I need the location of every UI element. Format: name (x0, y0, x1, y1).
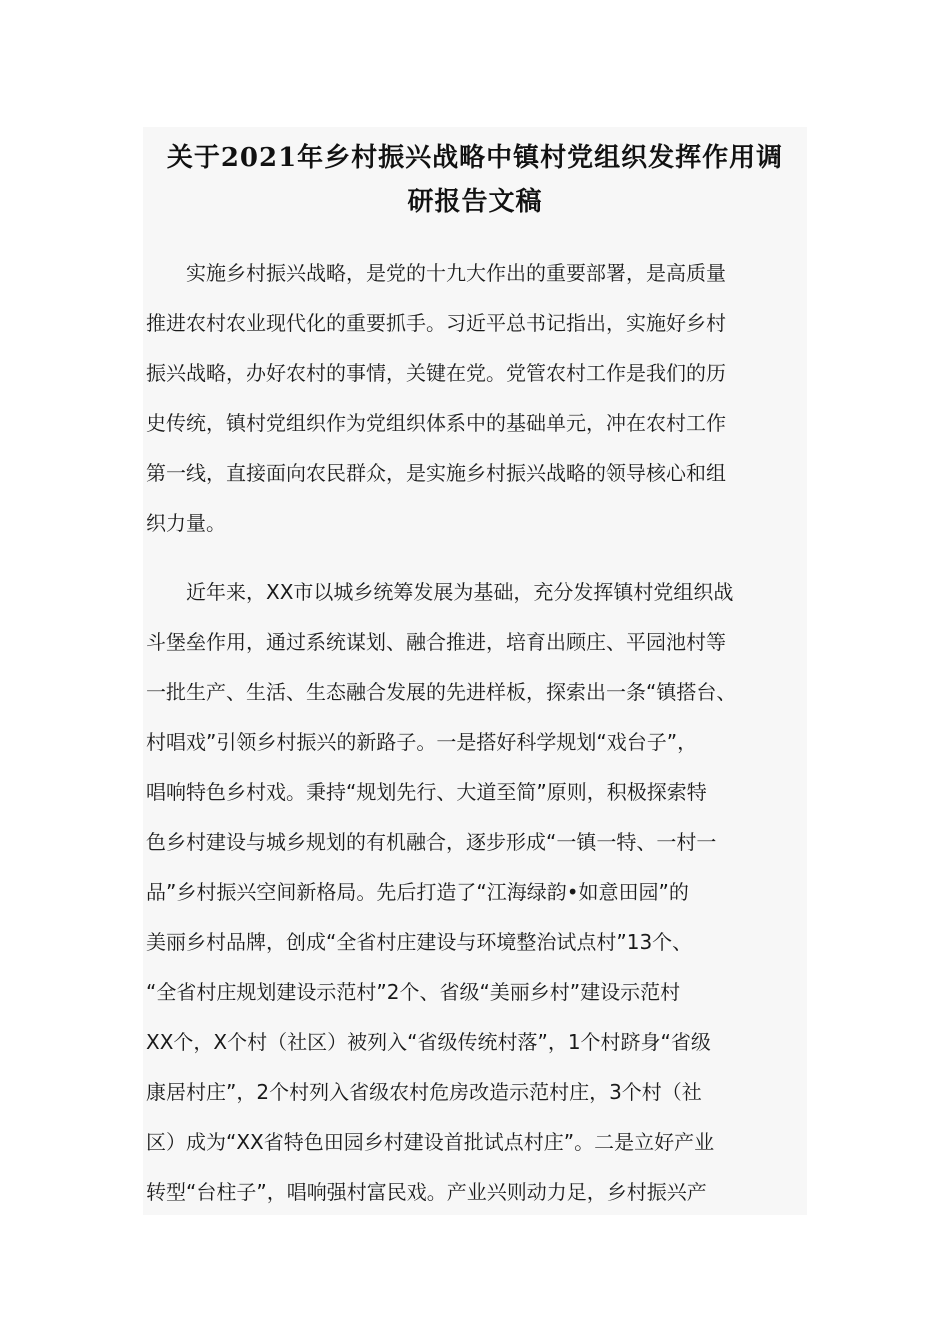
text-line: 康居村庄”，2个村列入省级农村危房改造示范村庄，3个村（社 (146, 1080, 702, 1104)
text-line: 转型“台柱子”，唱响强村富民戏。产业兴则动力足，乡村振兴产 (146, 1180, 707, 1204)
text-line: 振兴战略，办好农村的事情，关键在党。党管农村工作是我们的历 (146, 361, 726, 385)
title-line: 关于2021年乡村振兴战略中镇村党组织发挥作用调 (166, 143, 784, 173)
document-title (143, 136, 807, 224)
text-line: 村唱戏”引领乡村振兴的新路子。一是搭好科学规划“戏台子”， (146, 730, 698, 754)
text-line: 近年来，XX市以城乡统筹发展为基础，充分发挥镇村党组织战 (146, 580, 734, 604)
text-line: XX个，X个村（社区）被列入“省级传统村落”，1个村跻身“省级 (146, 1030, 711, 1054)
text-line: 唱响特色乡村戏。秉持“规划先行、大道至简”原则，积极探索特 (146, 780, 707, 804)
text-line: 区）成为“XX省特色田园乡村建设首批试点村庄”。二是立好产业 (146, 1130, 715, 1154)
paragraph-intro (146, 248, 810, 548)
text-line: 色乡村建设与城乡规划的有机融合，逐步形成“一镇一特、一村一 (146, 830, 717, 854)
text-line: 推进农村农业现代化的重要抓手。习近平总书记指出，实施好乡村 (146, 311, 726, 335)
text-line: 第一线，直接面向农民群众，是实施乡村振兴战略的领导核心和组 (146, 461, 726, 485)
text-line: 一批生产、生活、生态融合发展的先进样板，探索出一条“镇搭台、 (146, 680, 737, 704)
text-line: 美丽乡村品牌，创成“全省村庄建设与环境整治试点村”13个、 (146, 930, 693, 954)
text-line: 品”乡村振兴空间新格局。先后打造了“江海绿韵•如意田园”的 (146, 880, 689, 904)
text-line: “全省村庄规划建设示范村”2个、省级“美丽乡村”建设示范村 (146, 980, 681, 1004)
text-line: 斗堡垒作用，通过系统谋划、融合推进，培育出顾庄、平园池村等 (146, 630, 726, 654)
text-line: 实施乡村振兴战略，是党的十九大作出的重要部署，是高质量 (146, 261, 726, 285)
title-line: 研报告文稿 (407, 187, 543, 217)
paragraph-body (146, 567, 810, 1217)
text-line: 史传统，镇村党组织作为党组织体系中的基础单元，冲在农村工作 (146, 411, 726, 435)
text-line: 织力量。 (146, 511, 226, 535)
